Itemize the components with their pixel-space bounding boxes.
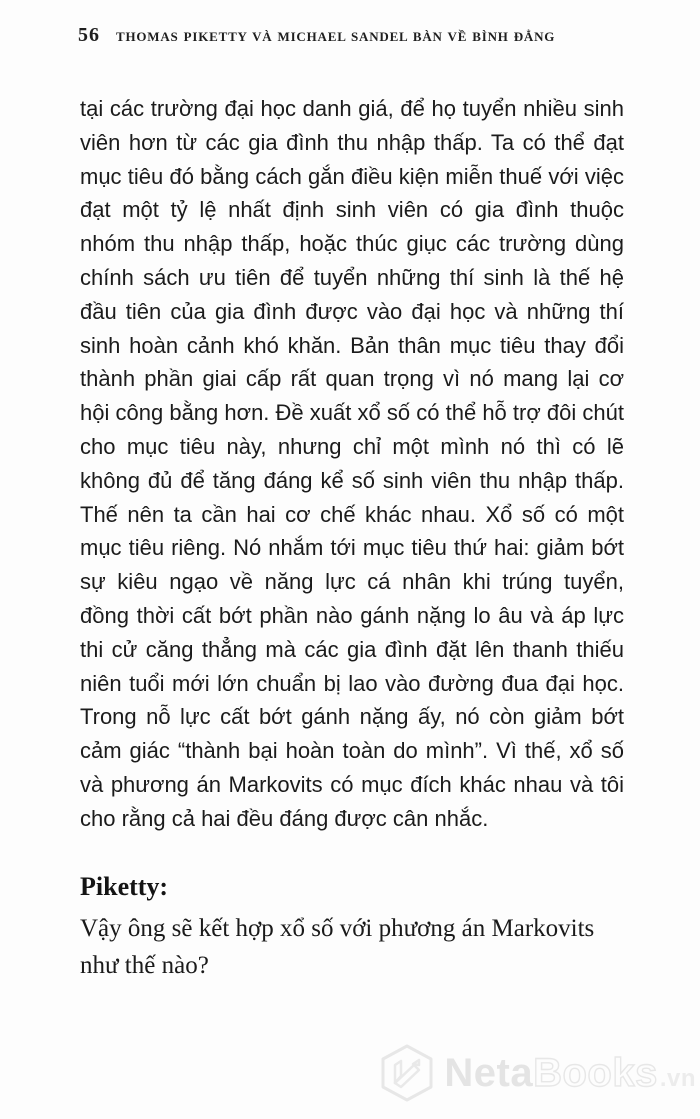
netabooks-hexagon-n-logo-icon	[376, 1043, 438, 1103]
running-header	[78, 24, 640, 47]
question-paragraph: Vậy ông sẽ kết hợp xổ số với phương án Markovits như thế nào?	[80, 915, 595, 979]
watermark-domain-suffix: .vn	[659, 1064, 696, 1092]
watermark	[376, 1043, 696, 1103]
watermark-brand-text	[444, 1051, 696, 1096]
watermark-brand-secondary: Books	[533, 1050, 658, 1095]
body-paragraph: tại các trường đại học danh giá, để họ tuyển nhiều sinh viên hơn từ các gia đình thu nhập thấp. Ta có thể đạt mục tiêu đó bằng cách gắn điều kiện miễn thuế với việc đạt một tỷ lệ nhất định sinh viên có gia đình thuộc nhóm thu nhập thấp, hoặc thúc giục các trường dùng chính sách ưu tiên để tuyển những thí sinh là thế hệ đầu tiên của gia đình được vào đại học và những thí sinh hoàn cảnh khó khăn. Bản thân mục tiêu thay đổi thành phần giai cấp rất quan trọng vì nó mang lại cơ hội công bằng hơn. Đề xuất xổ số có thể hỗ trợ đôi chút cho mục tiêu này, nhưng chỉ một mình nó thì có lẽ không đủ để tăng đáng kể số sinh viên thu nhập thấp. Thế nên ta cần hai cơ chế khác nhau. Xổ số có một mục tiêu riêng. Nó nhắm tới mục tiêu thứ hai: giảm bớt sự kiêu ngạo về năng lực cá nhân khi trúng tuyển, đồng thời cất bớt phần nào gánh nặng lo âu và áp lực thi cử căng thẳng mà các gia đình đặt lên thanh thiếu niên tuổi mới lớn chuẩn bị lao vào đường đua đại học. Trong nỗ lực cất bớt gánh nặng ấy, nó còn giảm bớt cảm giác “thành bại hoàn toàn do mình”. Vì thế, xổ số và phương án Markovits có mục đích khác nhau và tôi cho rằng cả hai đều đáng được cân nhắc.	[80, 96, 624, 831]
speaker-heading: Piketty:	[80, 872, 169, 901]
page-number: 56	[78, 24, 100, 46]
running-title: THOMAS PIKETTY VÀ MICHAEL SANDEL BÀN VỀ BÌNH ĐẲNG	[116, 29, 556, 44]
watermark-brand-primary: Neta	[444, 1050, 534, 1095]
